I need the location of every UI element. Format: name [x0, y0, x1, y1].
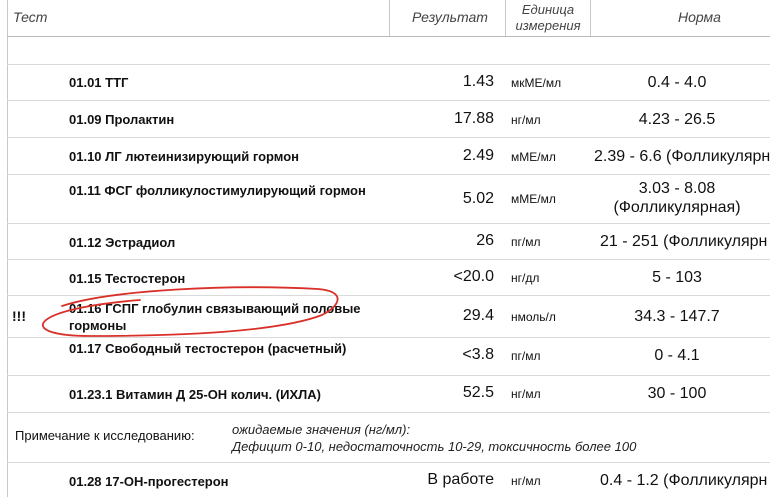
- test-norm: 30 - 100: [647, 385, 707, 402]
- test-norm: 34.3 - 147.7: [634, 308, 720, 325]
- test-name: 01.09 Пролактин: [69, 112, 175, 127]
- table-row: [0, 375, 770, 412]
- test-result: <3.8: [462, 346, 494, 363]
- test-norm: [592, 179, 762, 217]
- header-divider: [389, 0, 390, 36]
- header-norm: Норма: [678, 9, 721, 25]
- test-name: 01.28 17-ОН-прогестерон: [69, 474, 229, 489]
- test-name: 01.23.1 Витамин Д 25-ОН колич. (ИХЛА): [69, 387, 321, 402]
- table-row: [0, 223, 770, 259]
- test-unit: нг/дл: [511, 271, 540, 285]
- table-row: [0, 462, 770, 497]
- table-row: [0, 64, 770, 100]
- test-result: 5.02: [462, 190, 494, 207]
- header-unit: [511, 2, 585, 34]
- test-result: 17.88: [453, 110, 494, 127]
- header-divider: [590, 0, 591, 36]
- test-norm-line1: 3.03 - 8.08: [638, 180, 716, 197]
- row-divider: [7, 412, 770, 413]
- header-divider: [505, 0, 506, 36]
- header-unit-line2: измерения: [515, 18, 581, 33]
- note-label: Примечание к исследованию:: [15, 428, 195, 443]
- abnormal-flag: !!!: [12, 308, 26, 324]
- test-name: 01.17 Свободный тестостерон (расчетный): [69, 341, 347, 356]
- test-name: 01.10 ЛГ лютеинизирующий гормон: [69, 149, 300, 164]
- test-result: 52.5: [462, 384, 494, 401]
- test-name: 01.15 Тестостерон: [69, 271, 186, 286]
- test-name: 01.01 ТТГ: [69, 75, 129, 90]
- test-norm-line2: (Фолликулярная): [613, 199, 741, 216]
- header-unit-line1: Единица: [521, 2, 575, 17]
- test-unit: мМЕ/мл: [511, 192, 556, 206]
- table-row: [0, 174, 770, 223]
- test-name: 01.11 ФСГ фолликулостимулирующий гормон: [69, 183, 366, 198]
- note-text: [232, 421, 636, 455]
- test-norm: 0.4 - 1.2 (Фолликулярн: [600, 472, 768, 489]
- table-row-flagged: [0, 295, 770, 337]
- note-line1: ожидаемые значения (нг/мл):: [232, 422, 411, 437]
- test-unit: пг/мл: [511, 349, 541, 363]
- test-unit: пг/мл: [511, 235, 541, 249]
- table-row: [0, 100, 770, 137]
- table-row: [0, 337, 770, 375]
- test-unit: нг/мл: [511, 474, 541, 488]
- test-name: 01.16 ГСПГ глобулин связывающий половые гормоны: [69, 301, 361, 333]
- test-result: <20.0: [453, 268, 494, 285]
- test-result: 1.43: [462, 73, 494, 90]
- header-bottom-line: [7, 36, 770, 37]
- test-norm: 0.4 - 4.0: [647, 74, 707, 91]
- test-unit: нг/мл: [511, 113, 541, 127]
- table-row: [0, 259, 770, 295]
- test-result: В работе: [427, 471, 494, 488]
- test-result: 2.49: [462, 147, 494, 164]
- test-norm: 0 - 4.1: [654, 347, 700, 364]
- test-unit: мМЕ/мл: [511, 150, 556, 164]
- test-result: 29.4: [462, 307, 494, 324]
- test-result: 26: [476, 232, 494, 249]
- test-unit: нмоль/л: [511, 310, 556, 324]
- header-result: Результат: [412, 9, 488, 25]
- test-unit: мкМЕ/мл: [511, 76, 562, 90]
- test-unit: нг/мл: [511, 387, 541, 401]
- header-test: Тест: [13, 9, 48, 25]
- test-norm: 2.39 - 6.6 (Фолликулярн: [594, 148, 770, 165]
- table-row: [0, 137, 770, 174]
- test-norm: 21 - 251 (Фолликулярн: [600, 233, 768, 250]
- test-norm: 5 - 103: [652, 269, 702, 286]
- test-name: 01.12 Эстрадиол: [69, 235, 176, 250]
- note-line2: Дефицит 0-10, недостаточность 10-29, токсичность более 100: [232, 439, 637, 454]
- test-norm: 4.23 - 26.5: [638, 111, 716, 128]
